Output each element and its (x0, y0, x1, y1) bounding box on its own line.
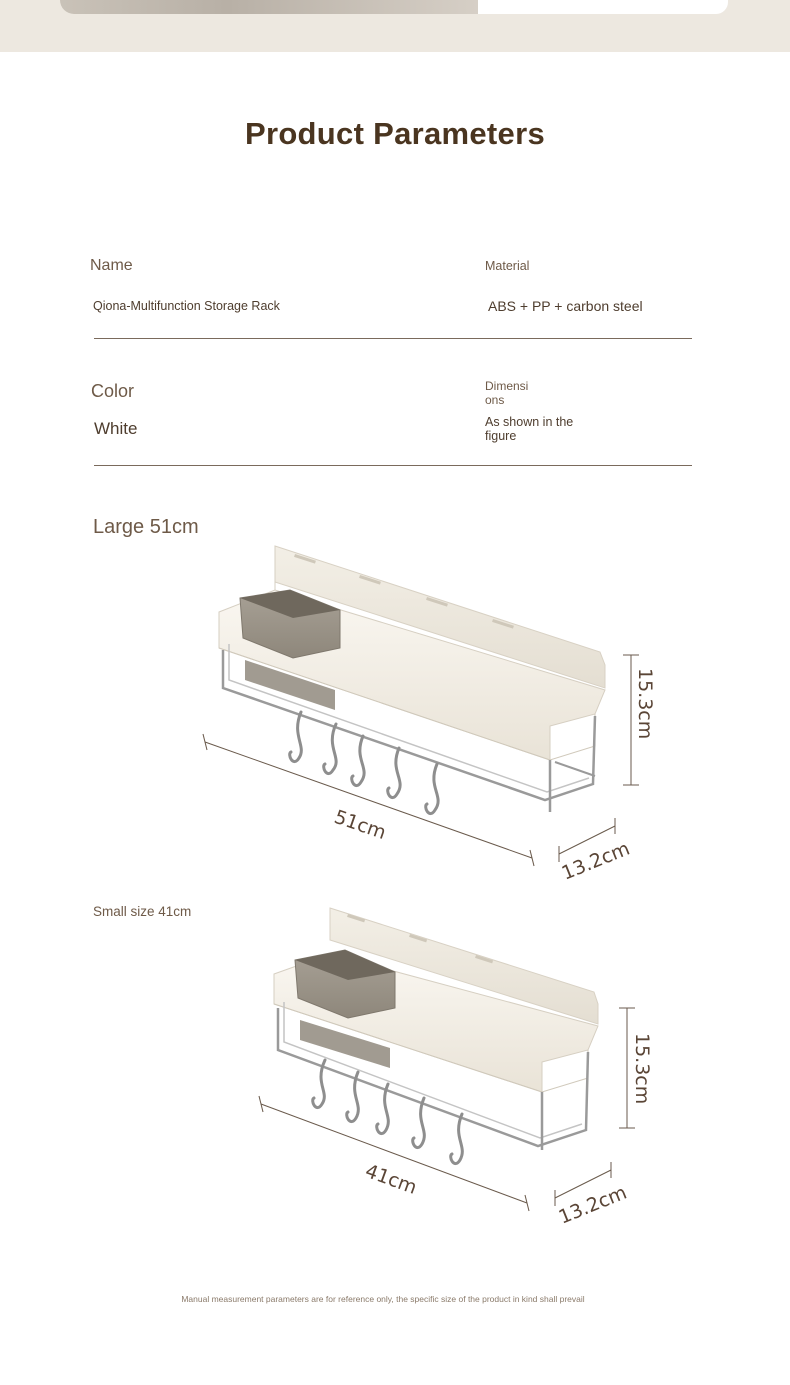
page-title: Product Parameters (244, 116, 546, 151)
dimensions-label-line1: Dimensi (485, 379, 529, 393)
divider-1 (94, 338, 692, 339)
name-value: Qiona-Multifunction Storage Rack (93, 299, 280, 313)
dimensions-value-line1: As shown in the (485, 415, 574, 429)
material-label: Material (485, 259, 530, 273)
dimensions-value (485, 415, 573, 443)
top-banner (0, 0, 790, 52)
dimensions-label-line2: ons (485, 393, 505, 407)
small-width-dimension (259, 1096, 529, 1211)
material-value: ABS + PP + carbon steel (488, 298, 643, 314)
dimensions-value-line2: figure (485, 429, 517, 443)
large-rack (219, 546, 605, 814)
small-hooks (313, 1060, 463, 1164)
measurement-footnote: Manual measurement parameters are for reference only, the specific size of the product in kind shall prevail (181, 1294, 585, 1304)
large-width-dimension (203, 734, 534, 866)
color-label: Color (91, 381, 135, 401)
large-height-text: 15.3cm (634, 668, 656, 740)
small-depth-text: 13.2cm (555, 1181, 630, 1229)
large-width-text: 51cm (331, 805, 389, 845)
small-width-text: 41cm (362, 1160, 420, 1199)
large-rack-figure (195, 540, 675, 890)
large-size-label: Large 51cm (93, 516, 199, 538)
small-height-text: 15.3cm (631, 1033, 653, 1105)
banner-card (478, 0, 728, 14)
large-depth-dimension (559, 818, 633, 885)
banner-photo (60, 0, 478, 14)
small-size-label: Small size 41cm (93, 904, 192, 919)
small-rack-figure (250, 900, 670, 1240)
name-label: Name (90, 257, 133, 274)
small-depth-dimension (555, 1162, 630, 1229)
divider-2 (94, 465, 692, 466)
large-height-dimension (623, 655, 656, 785)
color-value: White (94, 419, 138, 438)
large-depth-text: 13.2cm (558, 837, 633, 885)
dimensions-label (485, 379, 528, 407)
small-height-dimension (619, 1008, 653, 1128)
small-rack (274, 908, 598, 1164)
